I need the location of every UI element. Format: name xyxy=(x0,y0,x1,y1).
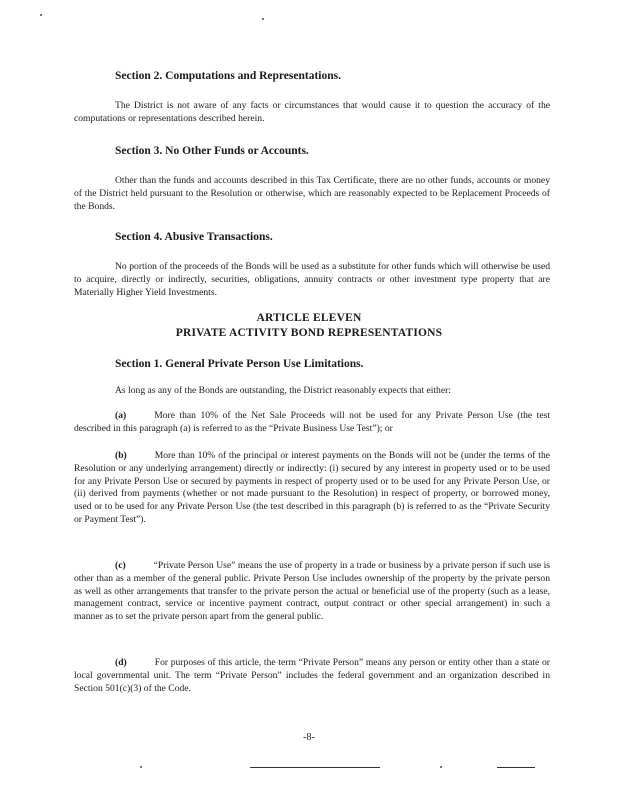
footer-rule-short xyxy=(497,767,535,768)
paragraph-c xyxy=(74,560,550,624)
section-4-body: No portion of the proceeds of the Bonds will be used as a substitute for other funds which will otherwise be used to acquire, directly or indirectly, securities, obligations, annuity contracts or other investment type property that are Materially Higher Yield Investments. xyxy=(74,261,550,298)
section-2-heading: Section 2. Computations and Representations. xyxy=(115,70,341,82)
scan-speck xyxy=(262,18,264,20)
section-4-heading: Section 4. Abusive Transactions. xyxy=(115,231,273,243)
paragraph-b xyxy=(74,450,550,527)
article-title: ARTICLE ELEVEN xyxy=(256,312,362,324)
section-1-heading: Section 1. General Private Person Use Limitations. xyxy=(115,358,364,370)
scan-speck xyxy=(140,766,142,768)
paragraph-d xyxy=(74,657,550,695)
paragraph-a xyxy=(74,410,550,436)
paragraph-a-text: More than 10% of the Net Sale Proceeds will not be used for any Private Person Use (the test described in this paragraph (a) is referred to as the “Private Business Use Test”); or xyxy=(74,410,550,434)
paragraph-d-text: For purposes of this article, the term “Private Person” means any person or entity other than a state or local governmental unit. The term “Private Person” includes the federal government and an organization described in Section 501(c)(3) of the Code. xyxy=(74,657,550,694)
section-3-body: Other than the funds and accounts described in this Tax Certificate, there are no other funds, accounts or money of the District held pursuant to the Resolution or otherwise, which are reasonably expected to be Replacement Proceeds of the Bonds. xyxy=(74,175,550,212)
article-subtitle: PRIVATE ACTIVITY BOND REPRESENTATIONS xyxy=(175,327,443,339)
scan-speck xyxy=(40,14,42,16)
section-3-heading: Section 3. No Other Funds or Accounts. xyxy=(115,145,309,157)
section-1-intro: As long as any of the Bonds are outstanding, the District reasonably expects that either: xyxy=(115,385,451,396)
page-number: -8- xyxy=(303,732,315,743)
paragraph-a-label: (a) xyxy=(115,410,127,421)
paragraph-b-text: More than 10% of the principal or interest payments on the Bonds will not be (under the terms of the Resolution or any underlying arrangement) directly or indirectly: (i) secured by any interest in property used or to be used for any Private Person Use or secured by payments in respect of property used or to be used for any Private Person Use, or (ii) derived from payments (whether or not made pursuant to the Resolution) in respect of property, or borrowed money, used or to be used for any Private Person Use (the test described in this paragraph (b) is referred to as the “Private Security or Payment Test”). xyxy=(74,450,550,525)
paragraph-b-label: (b) xyxy=(115,450,127,461)
scan-speck xyxy=(440,766,442,768)
section-2-body: The District is not aware of any facts or circumstances that would cause it to question the accuracy of the computations or representations described herein. xyxy=(74,100,550,124)
paragraph-d-label: (d) xyxy=(115,657,127,668)
footer-rule xyxy=(250,767,380,768)
paragraph-c-text: “Private Person Use” means the use of property in a trade or business by a private person if such use is other than as a member of the general public. Private Person Use includes ownership of the property by the private person as well as other arrangements that transfer to the private person the actual or beneficial use of the property (such as a lease, management contract, service or incentive payment contract, output contract or other special arrangement) in such a manner as to set the private person apart from the general public. xyxy=(74,560,550,623)
paragraph-c-label: (c) xyxy=(115,560,126,571)
